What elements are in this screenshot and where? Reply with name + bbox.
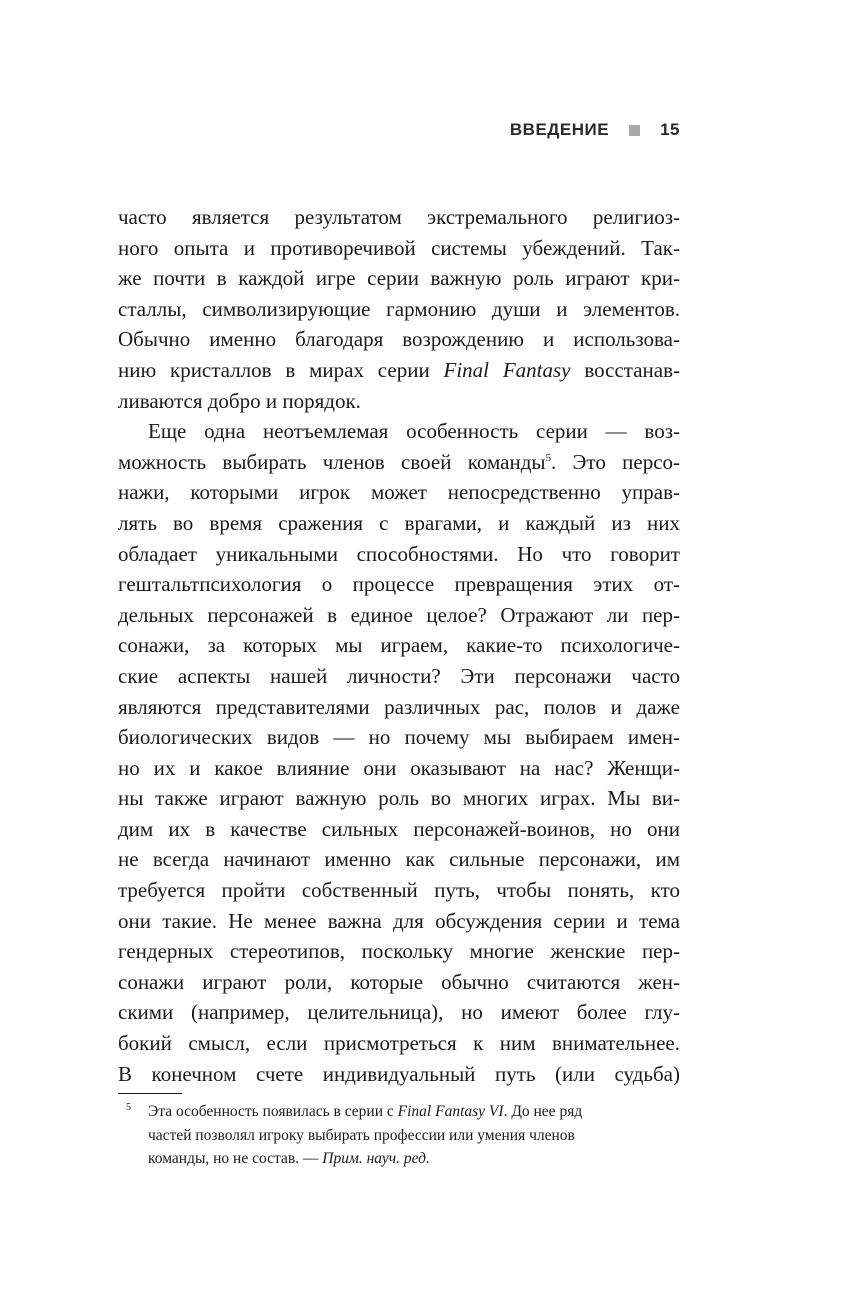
text-line (118, 447, 680, 478)
text-fragment: Эта особенность появилась в серии с (148, 1103, 398, 1120)
text-line: они такие. Не менее важна для обсуждения серии и тема (118, 908, 680, 933)
footnote-line (148, 1147, 680, 1171)
footnote-line: частей позволял игроку выбирать профессии или умения членов (148, 1126, 575, 1144)
running-head (510, 120, 680, 140)
text-line: но их и какое влияние они оказывают на нас? Женщи- (118, 755, 680, 780)
text-line (118, 355, 680, 386)
footnote-reference[interactable]: 5 (545, 451, 551, 464)
text-line: ские аспекты нашей личности? Эти персонажи часто (118, 663, 680, 688)
text-line: являются представителями различных рас, полов и даже (118, 694, 680, 719)
footnote-body (118, 1100, 680, 1171)
text-line: часто является результатом экстремального религиоз- (118, 205, 680, 229)
footnote (118, 1100, 680, 1171)
footnote-number: 5 (126, 1102, 131, 1113)
text-line: же почти в каждой игре серии важную роль играют кри- (118, 266, 680, 291)
text-line: Еще одна неотъемлемая особенность серии — воз- (148, 419, 680, 444)
text-line: нажи, которыми игрок может непосредственно управ- (118, 480, 680, 505)
text-line: ны также играют важную роль во многих играх. Мы ви- (118, 786, 680, 811)
text-line: требуется пройти собственный путь, чтобы понять, кто (118, 878, 680, 903)
text-line: гендерных стереотипов, поскольку многие женские пер- (118, 939, 680, 964)
text-line: не всегда начинают именно как сильные персонажи, им (118, 847, 680, 872)
text-line: дим их в качестве сильных персонажей-воинов, но они (118, 816, 680, 841)
text-line: дельных персонажей в единое целое? Отражают ли пер- (118, 602, 680, 627)
main-text (118, 202, 680, 1089)
text-fragment: команды, но не состав. — (148, 1150, 323, 1167)
text-line: биологических видов — но почему мы выбираем имен- (118, 725, 680, 750)
text-line: сонажи, за которых мы играем, какие-то психологиче- (118, 633, 680, 658)
game-title: Final Fantasy (443, 357, 571, 382)
text-line: скими (например, целительница), но имеют более глу- (118, 1000, 680, 1025)
text-fragment: можность выбирать членов своей команды (118, 449, 546, 474)
text-line: лять во время сражения с врагами, и каждый из них (118, 510, 680, 535)
text-fragment: . До нее ряд (503, 1103, 583, 1120)
text-line: ливаются добро и порядок. (118, 388, 361, 413)
page-number: 15 (660, 120, 680, 139)
text-line: Обычно именно благодаря возрождению и использова- (118, 327, 680, 352)
editor-credit: Прим. науч. ред. (322, 1150, 430, 1167)
section-title: ВВЕДЕНИЕ (509, 120, 610, 139)
game-title: Final Fantasy VI (397, 1103, 504, 1120)
text-line: В конечном счете индивидуальный путь (или судьба) (118, 1061, 680, 1086)
text-line: бокий смысл, если присмотреться к ним внимательнее. (118, 1031, 680, 1056)
separator-square-icon (629, 125, 640, 136)
text-line: гештальтпсихология о процессе превращения этих от- (118, 572, 680, 597)
text-fragment: . Это персо- (551, 449, 680, 474)
text-line: сталлы, символизирующие гармонию души и элементов. (118, 296, 680, 321)
text-fragment: восстанав- (570, 357, 680, 382)
text-line: обладает уникальными способностями. Но что говорит (118, 541, 680, 566)
text-line: ного опыта и противоречивой системы убеждений. Так- (118, 235, 680, 260)
footnote-line (148, 1100, 680, 1124)
footnote-divider (118, 1093, 182, 1094)
text-fragment: нию кристаллов в мирах серии (118, 357, 444, 382)
text-line: сонажи играют роли, которые обычно считаются жен- (118, 969, 680, 994)
